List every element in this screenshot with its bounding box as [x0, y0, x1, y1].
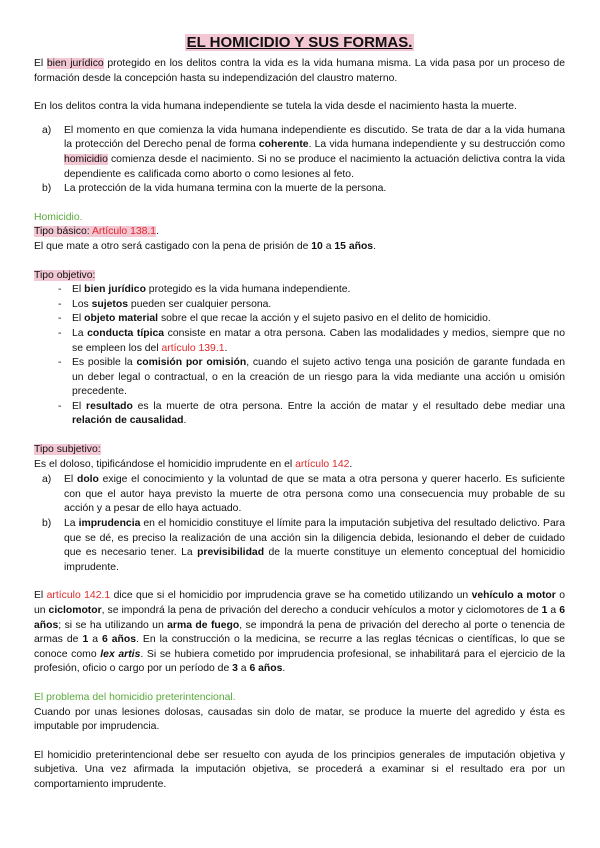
section-heading-homicidio: Homicidio. [34, 211, 83, 223]
highlight-homicidio: homicidio [64, 153, 108, 165]
label-tipo-objetivo: Tipo objetivo: [34, 269, 96, 281]
list-item: b) La imprudencia en el homicidio constituye el límite para la imputación subjetiva del resultado delictivo. Para que se dé, es preciso la realización de una acción sin la diligencia debida, lesionando el deber de cuidado que es necesario tener. La previsibilidad de la muerte constituye un elemento conceptual del homicidio imprudente. [42, 518, 565, 573]
tipo-objetivo-label-line [34, 269, 565, 284]
pena-paragraph: El que mate a otro será castigado con la pena de prisión de 10 a 15 años. [34, 240, 376, 252]
intro-paragraph-2: En los delitos contra la vida humana independiente se tutela la vida desde el nacimiento hasta la muerte. [34, 101, 517, 113]
title-text: EL HOMICIDIO Y SUS FORMAS. [186, 34, 413, 51]
preter-paragraph-2: El homicidio preterintencional debe ser resuelto con ayuda de los principios generales de imputación objetiva y subjetiva. Una vez afirmada la imputación objetiva, se procederá a examinar si el resultado era por un comportamiento imprudente. [34, 749, 565, 790]
list-item: - El resultado es la muerte de otra persona. Entre la acción de matar y el resultado debe mediar una relación de causalidad. [58, 400, 565, 427]
tipo-basico-line: Tipo básico: Artículo 138.1. [34, 226, 159, 238]
list-item: - La conducta típica consiste en matar a otra persona. Caben las modalidades y medios, siempre que no se empleen los del artículo 139.1. [58, 327, 565, 354]
list-item: a) El dolo exige el conocimiento y la voluntad de que se mata a otra persona y querer hacerlo. Es suficiente con que el autor haya previsto la muerte de otra persona como una consecuencia muy probable de su acción y a pesar de ello haya actuado. [42, 474, 565, 515]
list-item: a) El momento en que comienza la vida humana independiente es discutido. Se trata de dar a la vida humana la protección del Derecho penal de forma coherente. La vida humana independiente y su destrucción como homicidio comienza desde el nacimiento. Si no se produce el nacimiento la actuación delictiva contra la vida dependiente es calificada como aborto o como lesiones al feto. [42, 124, 565, 180]
label-tipo-basico: Tipo básico: Artículo 138.1 [34, 226, 157, 238]
list-item: - Los sujetos pueden ser cualquier persona. [58, 298, 272, 310]
highlight-bien-juridico: bien jurídico [46, 58, 104, 69]
list-item: - Es posible la comisión por omisión, cuando el sujeto activo tenga una posición de garante fundada en un deber legal o contractual, o en la creación de un riesgo para la vida mediante una acción u omisión precedente. [58, 357, 565, 398]
tipo-subjetivo-intro: Es el doloso, tipificándose el homicidio imprudente en el artículo 142. [34, 458, 353, 470]
intro-paragraph: El bien jurídico protegido en los delitos contra la vida es la vida humana misma. La vida pasa por un proceso de formación desde la concepción hasta su independización del claustro materno. [34, 58, 565, 84]
list-item: - El objeto material sobre el que recae la acción y el sujeto pasivo en el delito de homicidio. [58, 313, 491, 325]
list-item: b) La protección de la vida humana termina con la muerte de la persona. [42, 183, 387, 195]
tipo-subjetivo-label-line [34, 443, 565, 458]
vida-list [34, 124, 565, 197]
tipo-subjetivo-list [34, 473, 565, 575]
label-tipo-subjetivo: Tipo subjetivo: [34, 444, 101, 456]
document-page [34, 34, 565, 793]
preter-paragraph-1: Cuando por unas lesiones dolosas, causadas sin dolo de matar, se produce la muerte del agredido y ésta es imputable por imprudencia. [34, 706, 565, 733]
tipo-objetivo-list [34, 283, 565, 429]
section-heading-preterintencional: El problema del homicidio preterintencional. [34, 691, 236, 703]
page-title [34, 34, 565, 52]
list-item: - El bien jurídico protegido es la vida humana independiente. [58, 284, 351, 296]
articulo-142-paragraph: El artículo 142.1 dice que si el homicidio por imprudencia grave se ha cometido utilizando un vehículo a motor o un ciclomotor, se impondrá la pena de privación del derecho a conducir vehículos a motor y ciclomotores de 1 a 6 años; si se ha utilizando un arma de fuego, se impondrá la pena de privación del derecho al porte o tenencia de armas de 1 a 6 años. En la construcción o la medicina, se recurre a las reglas técnicas o científicas, lo que se conoce como lex artis. Si se hubiera cometido por imprudencia profesional, se inhabilitará para el ejercicio de la profesión, oficio o cargo por un período de 3 a 6 años. [34, 590, 566, 675]
